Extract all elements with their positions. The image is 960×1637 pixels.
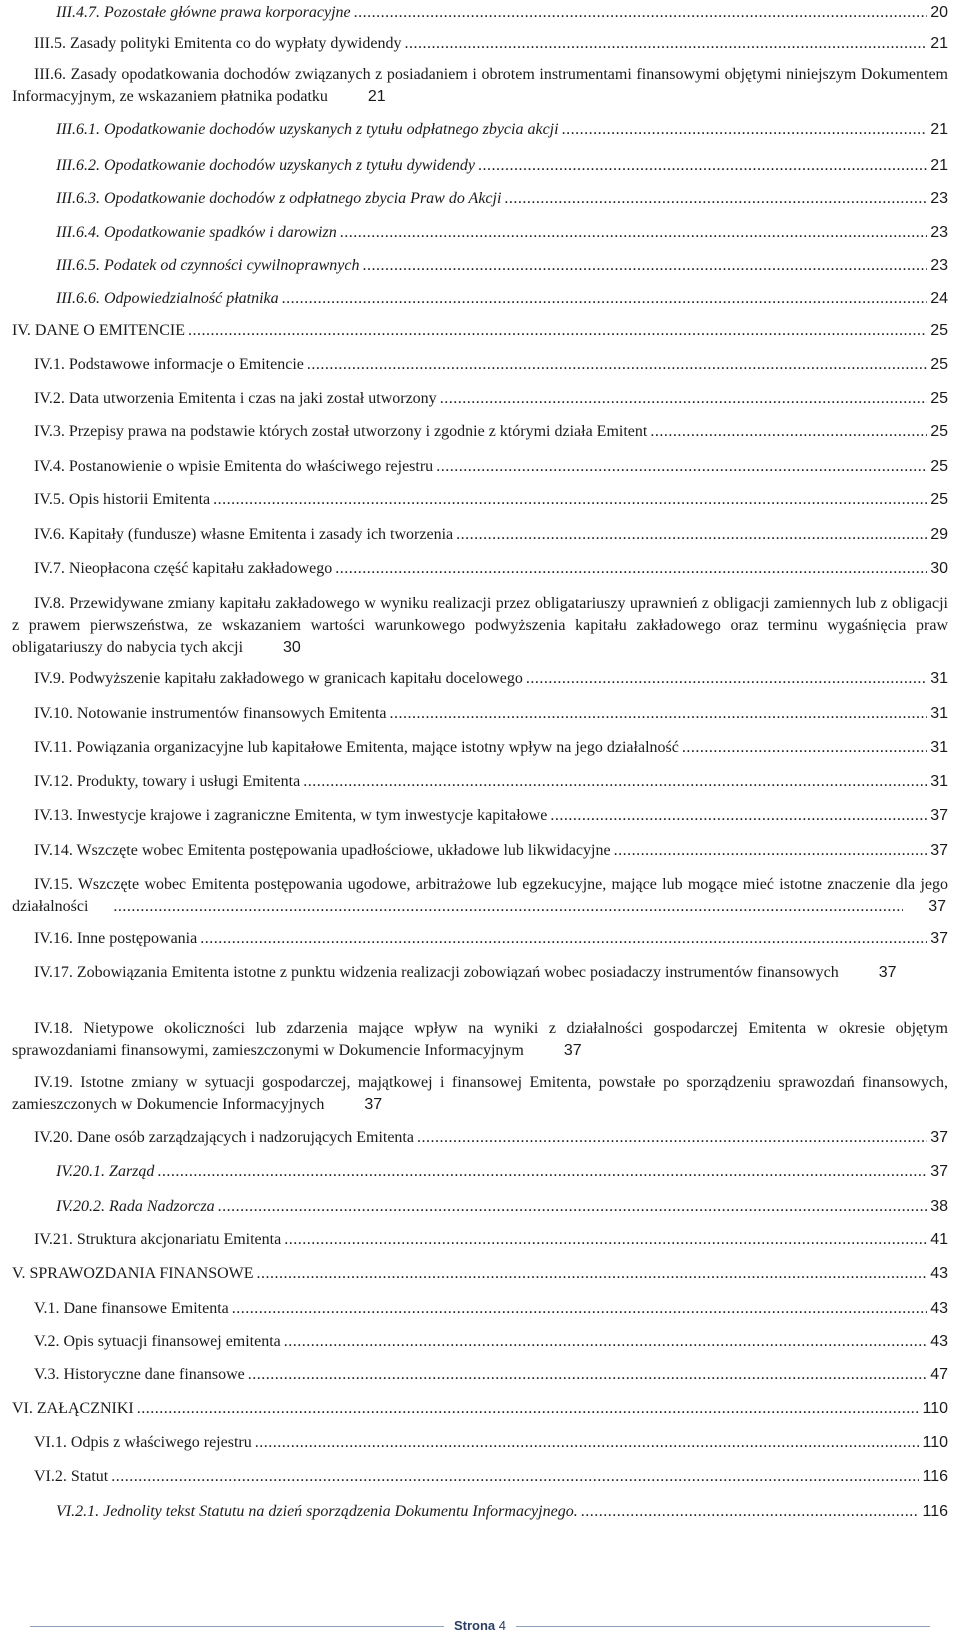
page-number-label — [444, 1617, 516, 1635]
toc-entry-title: III.6.3. Opodatkowanie dochodów z odpłatnego zbycia Praw do Akcji — [56, 190, 502, 207]
toc-entry-title: IV.18. Nietypowe okoliczności lub zdarzenia mające wpływ na wyniki z działalności gospodarczej Emitenta w okresie objętym sprawozdaniami finansowymi, zamieszczonymi w Dokumencie Informacyjnym — [12, 1020, 948, 1059]
dot-leader — [331, 86, 343, 108]
toc-entry-title: IV.20.2. Rada Nadzorcza — [56, 1198, 215, 1215]
toc-entry[interactable] — [12, 1018, 948, 1062]
toc-entry-leader — [88, 896, 946, 918]
dot-leader — [91, 896, 903, 918]
dot-leader — [527, 1040, 539, 1062]
toc-entry[interactable] — [12, 1398, 948, 1420]
toc-entry[interactable] — [12, 668, 948, 690]
toc-entry-page-number: 37 — [563, 1042, 582, 1059]
dot-leader — [404, 33, 927, 55]
dot-leader — [200, 928, 927, 950]
dot-leader — [354, 2, 928, 24]
toc-entry-page-number: 30 — [283, 639, 301, 656]
toc-entry-title: IV.12. Produkty, towary i usługi Emitenta — [34, 773, 301, 790]
toc-entry[interactable] — [12, 1161, 948, 1183]
toc-entry[interactable] — [12, 320, 948, 342]
toc-entry-title: IV.3. Przepisy prawa na podstawie których został utworzony i zgodnie z którymi działa Emitent — [34, 423, 648, 440]
toc-entry-page-number: 21 — [930, 35, 948, 52]
toc-entry[interactable] — [12, 33, 948, 55]
dot-leader — [157, 1161, 927, 1183]
toc-entry-title: IV.14. Wszczęte wobec Emitenta postępowania upadłościowe, układowe lub likwidacyjne — [34, 842, 611, 859]
toc-entry-page-number: 43 — [930, 1333, 948, 1350]
toc-entry[interactable] — [12, 222, 948, 244]
toc-entry-page-number: 37 — [930, 807, 948, 824]
toc-entry-title: V.2. Opis sytuacji finansowej emitenta — [34, 1333, 281, 1350]
dot-leader — [682, 737, 927, 759]
dot-leader — [218, 1196, 928, 1218]
toc-entry-title: III.6.2. Opodatkowanie dochodów uzyskanych z tytułu dywidendy — [56, 157, 476, 174]
toc-entry-page-number: 31 — [930, 773, 948, 790]
toc-entry-title: IV.19. Istotne zmiany w sytuacji gospodarczej, majątkowej i finansowej Emitenta, powstałe po sporządzeniu sprawozdań finansowych, zamieszczonych w Dokumencie Informacyjnych — [12, 1074, 948, 1113]
toc-entry-page-number: 116 — [922, 1468, 948, 1485]
dot-leader — [246, 637, 258, 659]
toc-entry[interactable] — [12, 1331, 948, 1353]
toc-entry-title: IV.21. Struktura akcjonariatu Emitenta — [34, 1231, 282, 1248]
toc-entry-title: IV.4. Postanowienie o wpisie Emitenta do właściwego rejestru — [34, 458, 434, 475]
toc-entry-title: IV.17. Zobowiązania Emitenta istotne z punktu widzenia realizacji zobowiązań wobec posiadaczy instrumentów finansowych — [34, 964, 839, 981]
toc-entry-page-number: 21 — [930, 157, 948, 174]
toc-entry-page-number: 21 — [930, 121, 948, 138]
toc-entry[interactable] — [12, 388, 948, 410]
toc-entry-title: III.5. Zasady polityki Emitenta co do wypłaty dywidendy — [34, 35, 402, 52]
toc-entry[interactable] — [12, 962, 948, 984]
toc-entry-page-number: 116 — [922, 1503, 948, 1520]
toc-entry[interactable] — [12, 928, 948, 950]
dot-leader — [255, 1432, 920, 1454]
toc-entry-title: III.4.7. Pozostałe główne prawa korporacyjne — [56, 4, 351, 21]
toc-entry-page-number: 41 — [930, 1231, 948, 1248]
toc-entry-page-number: 23 — [930, 190, 948, 207]
toc-entry-title: IV.16. Inne postępowania — [34, 930, 198, 947]
dot-leader — [562, 119, 928, 141]
toc-entry-page-number: 110 — [922, 1434, 948, 1451]
dot-leader — [307, 354, 927, 376]
toc-entry-title: IV.9. Podwyższenie kapitału zakładowego w granicach kapitału docelowego — [34, 670, 523, 687]
toc-entry-title: VI.1. Odpis z właściwego rejestru — [34, 1434, 252, 1451]
toc-entry-leader — [243, 637, 301, 659]
toc-entry-title: V.3. Historyczne dane finansowe — [34, 1366, 245, 1383]
toc-entry[interactable] — [12, 354, 948, 376]
toc-entry[interactable] — [12, 1229, 948, 1251]
toc-entry[interactable] — [12, 456, 948, 478]
toc-entry-title: IV.7. Nieopłacona część kapitału zakładowego — [34, 560, 333, 577]
toc-entry[interactable] — [12, 421, 948, 443]
toc-entry-title: IV. DANE O EMITENCIE — [12, 322, 186, 339]
dot-leader — [650, 421, 927, 443]
toc-entry-page-number: 25 — [930, 322, 948, 339]
toc-entry-page-number: 23 — [930, 257, 948, 274]
toc-entry-page-number: 25 — [930, 356, 948, 373]
toc-entry[interactable] — [12, 1501, 948, 1523]
toc-entry-title: III.6.1. Opodatkowanie dochodów uzyskanych z tytułu odpłatnego zbycia akcji — [56, 121, 559, 138]
toc-entry-title: V.1. Dane finansowe Emitenta — [34, 1300, 229, 1317]
toc-entry[interactable] — [12, 255, 948, 277]
dot-leader — [417, 1127, 927, 1149]
toc-entry[interactable] — [12, 524, 948, 546]
toc-entry-page-number: 29 — [930, 526, 948, 543]
toc-entry-page-number: 25 — [930, 458, 948, 475]
dot-leader — [440, 388, 928, 410]
toc-entry[interactable] — [12, 593, 948, 659]
toc-entry[interactable] — [12, 1298, 948, 1320]
toc-entry[interactable] — [12, 155, 948, 177]
toc-entry-page-number: 21 — [367, 88, 386, 105]
toc-entry-title: III.6.6. Odpowiedzialność płatnika — [56, 290, 279, 307]
dot-leader — [614, 840, 928, 862]
dot-leader — [526, 668, 927, 690]
dot-leader — [581, 1501, 920, 1523]
dot-leader — [335, 558, 927, 580]
toc-entry-page-number: 31 — [930, 739, 948, 756]
toc-entry-page-number: 37 — [930, 1129, 948, 1146]
toc-entry-page-number: 37 — [930, 842, 948, 859]
toc-entry[interactable] — [12, 558, 948, 580]
toc-entry[interactable] — [12, 805, 948, 827]
toc-entry-page-number: 23 — [930, 224, 948, 241]
toc-entry-title: III.6.5. Podatek od czynności cywilnoprawnych — [56, 257, 360, 274]
toc-entry-page-number: 31 — [930, 705, 948, 722]
toc-entry-title: IV.20. Dane osób zarządzających i nadzorujących Emitenta — [34, 1129, 414, 1146]
toc-entry-title: IV.6. Kapitały (fundusze) własne Emitenta i zasady ich tworzenia — [34, 526, 454, 543]
toc-entry[interactable] — [12, 1196, 948, 1218]
toc-entry-title: VI. ZAŁĄCZNIKI — [12, 1400, 134, 1417]
toc-entry-leader — [524, 1040, 582, 1062]
dot-leader — [284, 1229, 927, 1251]
toc-entry-title: IV.2. Data utworzenia Emitenta i czas na jaki został utworzony — [34, 390, 437, 407]
toc-entry-leader — [324, 1094, 382, 1116]
dot-leader — [188, 320, 927, 342]
toc-entry-page-number: 25 — [930, 423, 948, 440]
toc-entry-page-number: 30 — [930, 560, 948, 577]
toc-entry-page-number: 37 — [930, 930, 948, 947]
toc-entry-page-number: 110 — [922, 1400, 948, 1417]
toc-entry[interactable] — [12, 1127, 948, 1149]
dot-leader — [436, 456, 927, 478]
toc-entry-page-number: 24 — [930, 290, 948, 307]
toc-entry-leader — [328, 86, 386, 108]
dot-leader — [478, 155, 927, 177]
toc-entry-page-number: 37 — [930, 1163, 948, 1180]
toc-entry-title: IV.8. Przewidywane zmiany kapitału zakładowego w wyniku realizacji przez obligatariuszy uprawnień z obligacji zamiennych lub z obligacji z prawem pierwszeństwa, ze wskazaniem wartości warunkowego podwyższenia kapitału zakładowego oraz terminu wygaśnięcia praw obligatariuszy do nabycia tych akcji — [12, 595, 948, 656]
toc-entry[interactable] — [12, 737, 948, 759]
toc-entry-title: IV.1. Podstawowe informacje o Emitencie — [34, 356, 304, 373]
toc-entry[interactable] — [12, 771, 948, 793]
toc-entry[interactable] — [12, 2, 948, 24]
dot-leader — [282, 288, 928, 310]
toc-entry[interactable] — [12, 840, 948, 862]
toc-entry[interactable] — [12, 874, 948, 918]
dot-leader — [504, 188, 927, 210]
toc-entry-title: IV.10. Notowanie instrumentów finansowych Emitenta — [34, 705, 387, 722]
toc-entry-page-number: 38 — [930, 1198, 948, 1215]
toc-entry-page-number: 47 — [930, 1366, 948, 1383]
dot-leader — [248, 1364, 927, 1386]
toc-entry-title: IV.20.1. Zarząd — [56, 1163, 155, 1180]
toc-entry-title: IV.15. Wszczęte wobec Emitenta postępowania ugodowe, arbitrażowe lub egzekucyjne, mające lub mogące mieć istotne znaczenie dla jego działalności — [12, 876, 948, 915]
toc-entry-title: IV.11. Powiązania organizacyjne lub kapitałowe Emitenta, mające istotny wpływ na jego działalność — [34, 739, 679, 756]
toc-entry-page-number: 37 — [878, 964, 897, 981]
dot-leader — [327, 1094, 339, 1116]
dot-leader — [232, 1298, 927, 1320]
toc-entry-page-number: 37 — [928, 898, 946, 915]
toc-entry-page-number: 25 — [930, 491, 948, 508]
toc-entry-title: VI.2.1. Jednolity tekst Statutu na dzień sporządzenia Dokumentu Informacyjnego. — [56, 1503, 578, 1520]
dot-leader — [340, 222, 927, 244]
dot-leader — [284, 1331, 927, 1353]
toc-entry-page-number: 20 — [930, 4, 948, 21]
dot-leader — [137, 1398, 920, 1420]
dot-leader — [213, 489, 927, 511]
toc-entry-title: III.6. Zasady opodatkowania dochodów związanych z posiadaniem i obrotem instrumentami finansowymi objętymi niniejszym Dokumentem Informacyjnym, ze wskazaniem płatnika podatku — [12, 66, 948, 105]
dot-leader — [456, 524, 927, 546]
toc-entry[interactable] — [12, 1432, 948, 1454]
toc-entry-title: V. SPRAWOZDANIA FINANSOWE — [12, 1265, 254, 1282]
dot-leader — [842, 962, 854, 984]
toc-entry-page-number: 43 — [930, 1300, 948, 1317]
page-number: 4 — [498, 1618, 507, 1633]
dot-leader — [257, 1263, 928, 1285]
toc-entry[interactable] — [12, 489, 948, 511]
dot-leader — [111, 1466, 919, 1488]
toc-entry-title: VI.2. Statut — [34, 1468, 109, 1485]
dot-leader — [362, 255, 927, 277]
toc-entry[interactable] — [12, 64, 948, 108]
page-label-prefix: Strona — [453, 1618, 496, 1633]
toc-entry[interactable] — [12, 1263, 948, 1285]
toc-entry-page-number: 43 — [930, 1265, 948, 1282]
dot-leader — [390, 703, 928, 725]
toc-entry-page-number: 37 — [364, 1096, 383, 1113]
toc-entry[interactable] — [12, 1466, 948, 1488]
toc-entry[interactable] — [12, 1072, 948, 1116]
toc-entry[interactable] — [12, 188, 948, 210]
toc-entry-leader — [839, 962, 897, 984]
toc-entry[interactable] — [12, 288, 948, 310]
page-footer — [0, 1617, 960, 1637]
toc-entry[interactable] — [12, 1364, 948, 1386]
dot-leader — [303, 771, 927, 793]
dot-leader — [550, 805, 927, 827]
toc-entry-title: IV.13. Inwestycje krajowe i zagraniczne Emitenta, w tym inwestycje kapitałowe — [34, 807, 548, 824]
toc-entry-title: IV.5. Opis historii Emitenta — [34, 491, 211, 508]
toc-entry[interactable] — [12, 703, 948, 725]
toc-entry-page-number: 31 — [930, 670, 948, 687]
toc-entry-page-number: 25 — [930, 390, 948, 407]
toc-entry[interactable] — [12, 119, 948, 141]
toc-entry-title: III.6.4. Opodatkowanie spadków i darowizn — [56, 224, 337, 241]
